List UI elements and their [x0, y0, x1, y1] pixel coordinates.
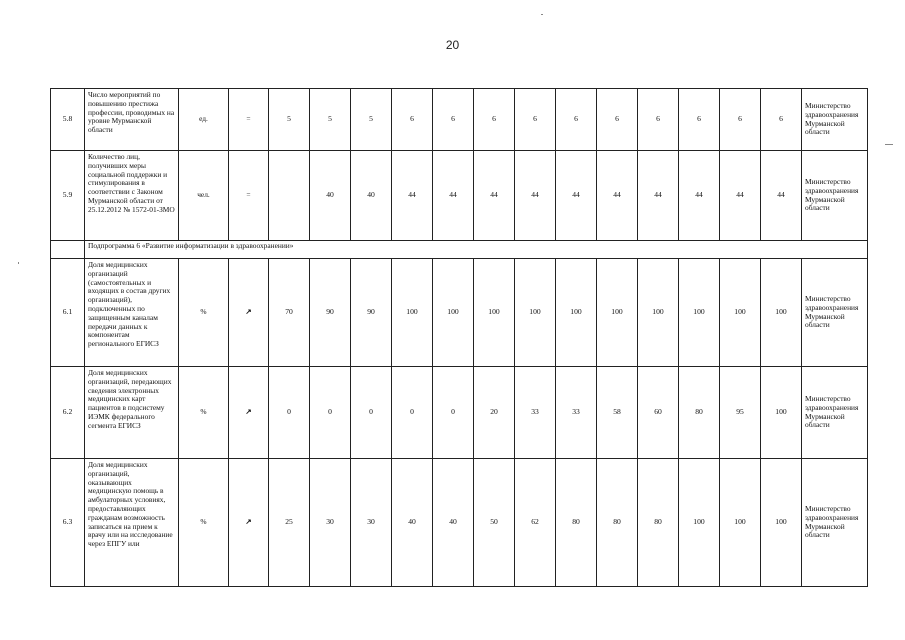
indicator-name-cell: Число мероприятий по повышению престижа профессии, проводимых на уровне Мурманской области — [85, 89, 179, 151]
value-cell: 0 — [433, 367, 474, 459]
value-cell: 5 — [269, 89, 310, 151]
value-cell: 44 — [433, 151, 474, 241]
value-cell: 100 — [720, 259, 761, 367]
value-cell: 100 — [433, 259, 474, 367]
value-cell: 6 — [761, 89, 802, 151]
value-cell: 0 — [392, 367, 433, 459]
value-cell: 6 — [392, 89, 433, 151]
value-cell: 50 — [474, 459, 515, 587]
value-cell: 100 — [761, 367, 802, 459]
value-cell: 70 — [269, 259, 310, 367]
trend-cell: ↗ — [229, 367, 269, 459]
value-cell: 100 — [761, 459, 802, 587]
value-cell: 0 — [351, 367, 392, 459]
value-cell: 33 — [515, 367, 556, 459]
responsible-cell: Министерство здравоохранения Мурманской области — [802, 89, 868, 151]
value-cell: 30 — [310, 459, 351, 587]
value-cell: 6 — [638, 89, 679, 151]
value-cell: 5 — [351, 89, 392, 151]
value-cell: 30 — [351, 459, 392, 587]
value-cell: 80 — [638, 459, 679, 587]
value-cell: 44 — [515, 151, 556, 241]
value-cell: 6 — [474, 89, 515, 151]
responsible-cell: Министерство здравоохранения Мурманской области — [802, 367, 868, 459]
value-cell: 44 — [392, 151, 433, 241]
row-number-cell: 5.8 — [51, 89, 85, 151]
section-id-cell — [51, 241, 85, 259]
value-cell: 33 — [556, 367, 597, 459]
value-cell: 6 — [556, 89, 597, 151]
value-cell: 40 — [392, 459, 433, 587]
value-cell: 40 — [310, 151, 351, 241]
responsible-cell: Министерство здравоохранения Мурманской области — [802, 459, 868, 587]
indicators-table — [50, 88, 868, 587]
trend-cell: ↗ — [229, 259, 269, 367]
value-cell: 6 — [597, 89, 638, 151]
value-cell: 100 — [597, 259, 638, 367]
value-cell: 44 — [761, 151, 802, 241]
row-number-cell: 5.9 — [51, 151, 85, 241]
value-cell: 44 — [474, 151, 515, 241]
value-cell: 6 — [679, 89, 720, 151]
indicator-name-cell: Доля медицинских организаций, передающих сведения электронных медицинских карт пациентов в подсистему ИЭМК федерального сегмента ЕГИСЗ — [85, 367, 179, 459]
value-cell: 80 — [679, 367, 720, 459]
scan-speck — [18, 262, 19, 264]
indicator-name-cell: Доля медицинских организаций (самостоятельных и входящих в состав других организаций), подключенных по защищенным каналам передачи данных к компонентам регионального ЕГИСЗ — [85, 259, 179, 367]
unit-cell: % — [179, 367, 229, 459]
value-cell: 95 — [720, 367, 761, 459]
value-cell: 80 — [597, 459, 638, 587]
unit-cell: % — [179, 459, 229, 587]
table-row — [51, 151, 868, 241]
value-cell: 6 — [515, 89, 556, 151]
responsible-cell: Министерство здравоохранения Мурманской области — [802, 151, 868, 241]
value-cell: 44 — [597, 151, 638, 241]
section-title: Подпрограмма 6 «Развитие информатизации в здравоохранении» — [85, 241, 868, 259]
value-cell: 6 — [720, 89, 761, 151]
scan-speck — [885, 144, 893, 145]
indicator-name-cell: Доля медицинских организаций, оказывающих медицинскую помощь в амбулаторных условиях, предоставляющих гражданам возможность записаться на прием к врачу или на исследование через ЕПГУ или — [85, 459, 179, 587]
value-cell: 100 — [392, 259, 433, 367]
value-cell: 100 — [474, 259, 515, 367]
value-cell: 44 — [556, 151, 597, 241]
trend-cell: = — [229, 151, 269, 241]
value-cell: 6 — [433, 89, 474, 151]
value-cell: 60 — [638, 367, 679, 459]
unit-cell: чел. — [179, 151, 229, 241]
section-row — [51, 241, 868, 259]
value-cell: 80 — [556, 459, 597, 587]
value-cell: 5 — [310, 89, 351, 151]
indicator-name-cell: Количество лиц, получивших меры социальной поддержки и стимулирования в соответствии с Законом Мурманской области от 25.12.2012 № 1572-01-ЗМО — [85, 151, 179, 241]
unit-cell: % — [179, 259, 229, 367]
responsible-cell: Министерство здравоохранения Мурманской области — [802, 259, 868, 367]
page-number: 20 — [445, 38, 460, 52]
row-number-cell: 6.3 — [51, 459, 85, 587]
value-cell: 90 — [310, 259, 351, 367]
scan-speck — [541, 14, 543, 15]
unit-cell: ед. — [179, 89, 229, 151]
value-cell: 44 — [720, 151, 761, 241]
value-cell: 100 — [556, 259, 597, 367]
table-row — [51, 259, 868, 367]
row-number-cell: 6.2 — [51, 367, 85, 459]
value-cell: 0 — [269, 367, 310, 459]
value-cell: 100 — [761, 259, 802, 367]
row-number-cell: 6.1 — [51, 259, 85, 367]
value-cell: 44 — [679, 151, 720, 241]
value-cell — [269, 151, 310, 241]
value-cell: 62 — [515, 459, 556, 587]
trend-cell: ↗ — [229, 459, 269, 587]
trend-cell: = — [229, 89, 269, 151]
value-cell: 25 — [269, 459, 310, 587]
value-cell: 100 — [720, 459, 761, 587]
value-cell: 58 — [597, 367, 638, 459]
table-row — [51, 367, 868, 459]
value-cell: 20 — [474, 367, 515, 459]
value-cell: 44 — [638, 151, 679, 241]
value-cell: 40 — [351, 151, 392, 241]
value-cell: 40 — [433, 459, 474, 587]
table-row — [51, 89, 868, 151]
value-cell: 100 — [679, 259, 720, 367]
value-cell: 100 — [638, 259, 679, 367]
value-cell: 0 — [310, 367, 351, 459]
value-cell: 90 — [351, 259, 392, 367]
value-cell: 100 — [679, 459, 720, 587]
value-cell: 100 — [515, 259, 556, 367]
table-row — [51, 459, 868, 587]
